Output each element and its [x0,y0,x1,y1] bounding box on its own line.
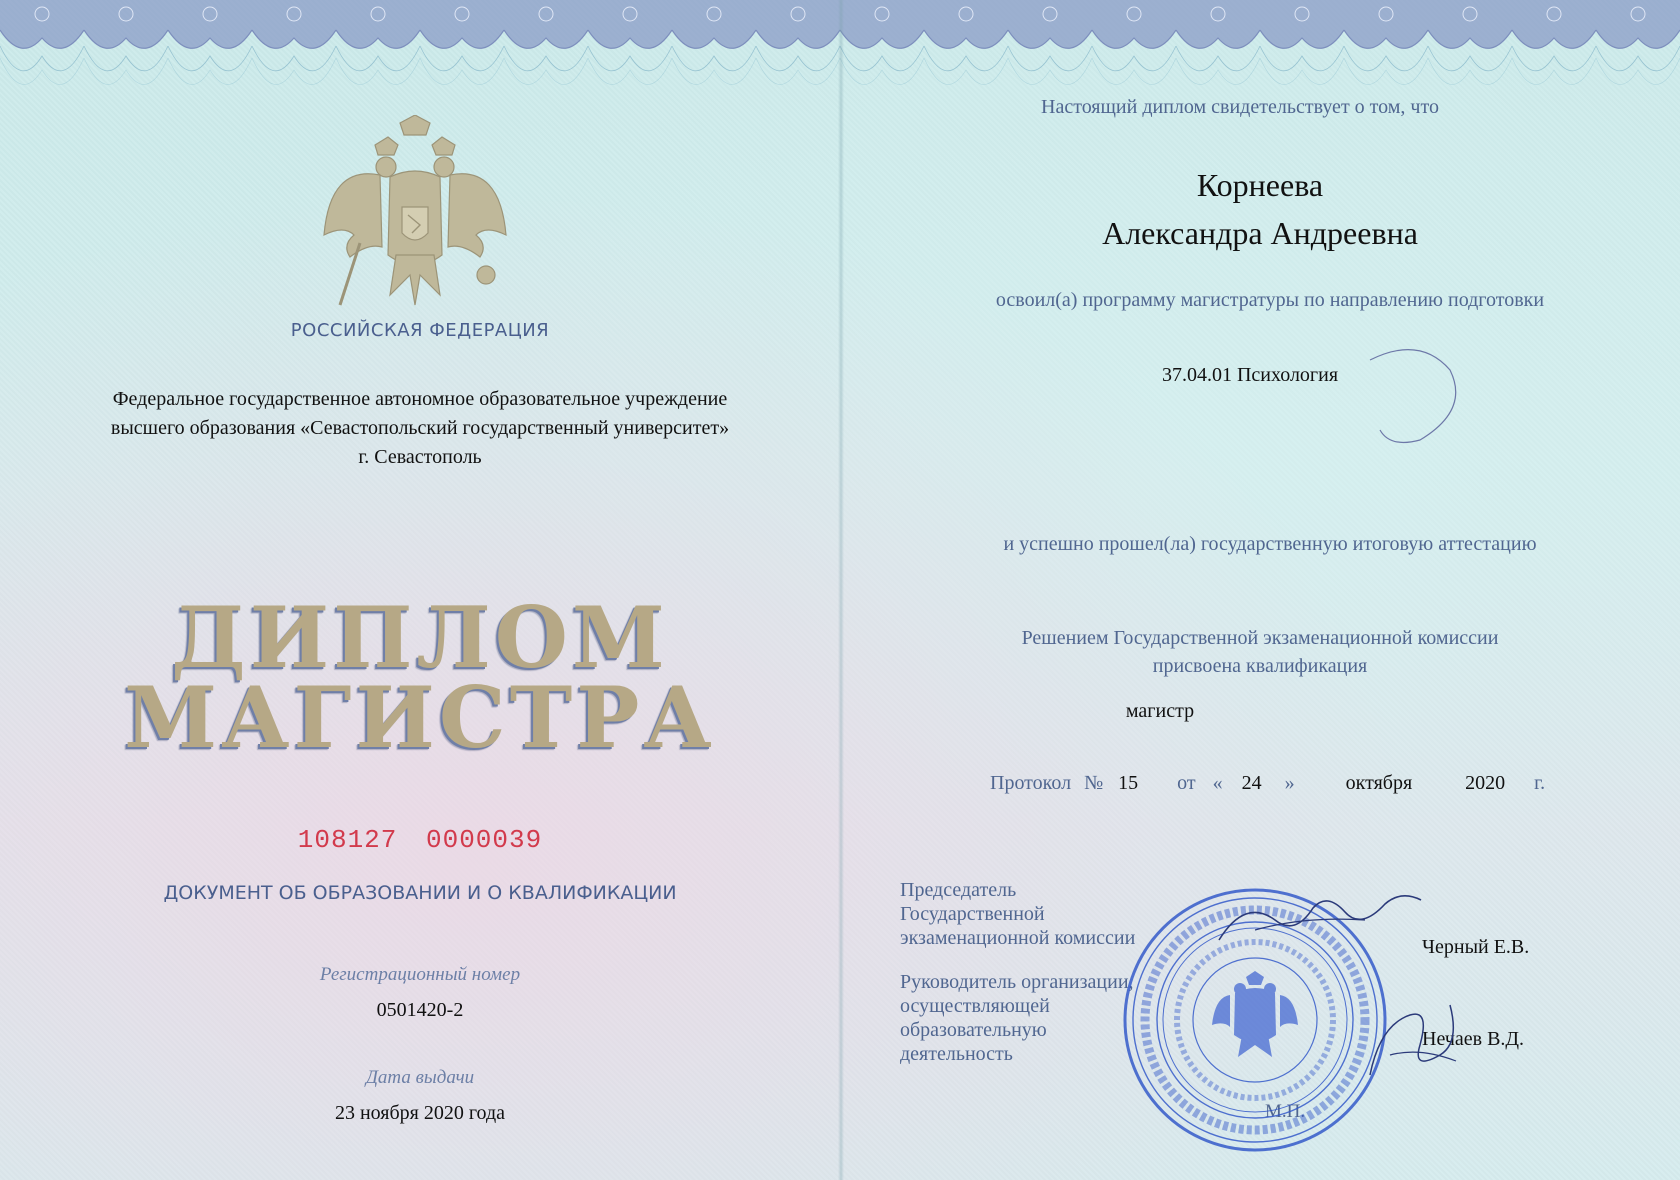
head-line-1: Руководитель организации, [900,971,1134,993]
graduate-given-names: Александра Андреевна [1102,215,1418,251]
decision-line-2: присвоена квалификация [1152,655,1368,677]
protocol-line [990,772,1590,795]
protocol-number-sign: № [1084,772,1104,794]
chair-line-3: экзаменационной комиссии [900,927,1136,949]
document-type: ДОКУМЕНТ ОБ ОБРАЗОВАНИИ И О КВАЛИФИКАЦИИ [163,882,677,904]
chair-name: Черный Е.В. [1422,936,1530,958]
protocol-label: Протокол [990,772,1072,794]
protocol-close-quote: » [1284,772,1295,794]
double-headed-eagle-emblem-icon [320,115,510,315]
pen-flourish-mark-icon [1360,340,1470,450]
diploma-title-line-1: ДИПЛОМ [171,588,669,687]
head-name: Нечаев В.Д. [1422,1028,1525,1050]
attestation-text: и успешно прошел(ла) государственную итоговую аттестацию [1003,533,1537,555]
institution-name [60,385,780,472]
decision-line-1: Решением Государственной экзаменационной комиссии [1021,627,1499,649]
chair-line-1: Председатель [900,879,1017,901]
diploma-serial-number [0,825,840,855]
commission-decision [840,624,1680,680]
chair-line-2: Государственной [900,903,1045,925]
institution-line-2: высшего образования «Севастопольский государственный университет» [110,417,730,439]
head-line-3: деятельность [900,1043,1013,1065]
serial-number: 0000039 [426,825,543,855]
head-line-2: осуществляющей образовательную [900,995,1050,1041]
chair-signature-icon [1215,890,1425,950]
protocol-day: 24 [1241,772,1262,794]
study-field: 37.04.01 Психология [1161,364,1339,386]
certifies-text: Настоящий диплом свидетельствует о том, что [1041,96,1439,118]
institution-line-1: Федеральное государственное автономное образовательное учреждение [112,388,728,410]
protocol-month: октября [1345,772,1413,794]
serial-series: 108127 [297,825,398,855]
registration-caption: Регистрационный номер [319,964,521,985]
program-text: освоил(а) программу магистратуры по направлению подготовки [995,289,1545,311]
seal-place-mark: М.П. [1265,1101,1306,1122]
protocol-from-label: от [1177,772,1196,794]
country-name: РОССИЙСКАЯ ФЕДЕРАЦИЯ [290,320,550,341]
right-page [840,0,1680,1180]
issue-date: 23 ноября 2020 года [334,1102,506,1124]
diploma-title-line-2: МАГИСТРА [124,668,716,767]
issue-date-caption: Дата выдачи [365,1067,475,1088]
protocol-year: 2020 [1465,772,1506,794]
protocol-number: 15 [1118,772,1139,794]
registration-number: 0501420-2 [376,999,464,1021]
protocol-open-quote: « [1212,772,1223,794]
graduate-surname: Корнеева [1196,167,1324,203]
qualification: магистр [1125,700,1195,722]
protocol-year-suffix: г. [1534,772,1546,794]
institution-city: г. Севастополь [358,446,482,468]
head-signature-icon [1360,985,1470,1085]
